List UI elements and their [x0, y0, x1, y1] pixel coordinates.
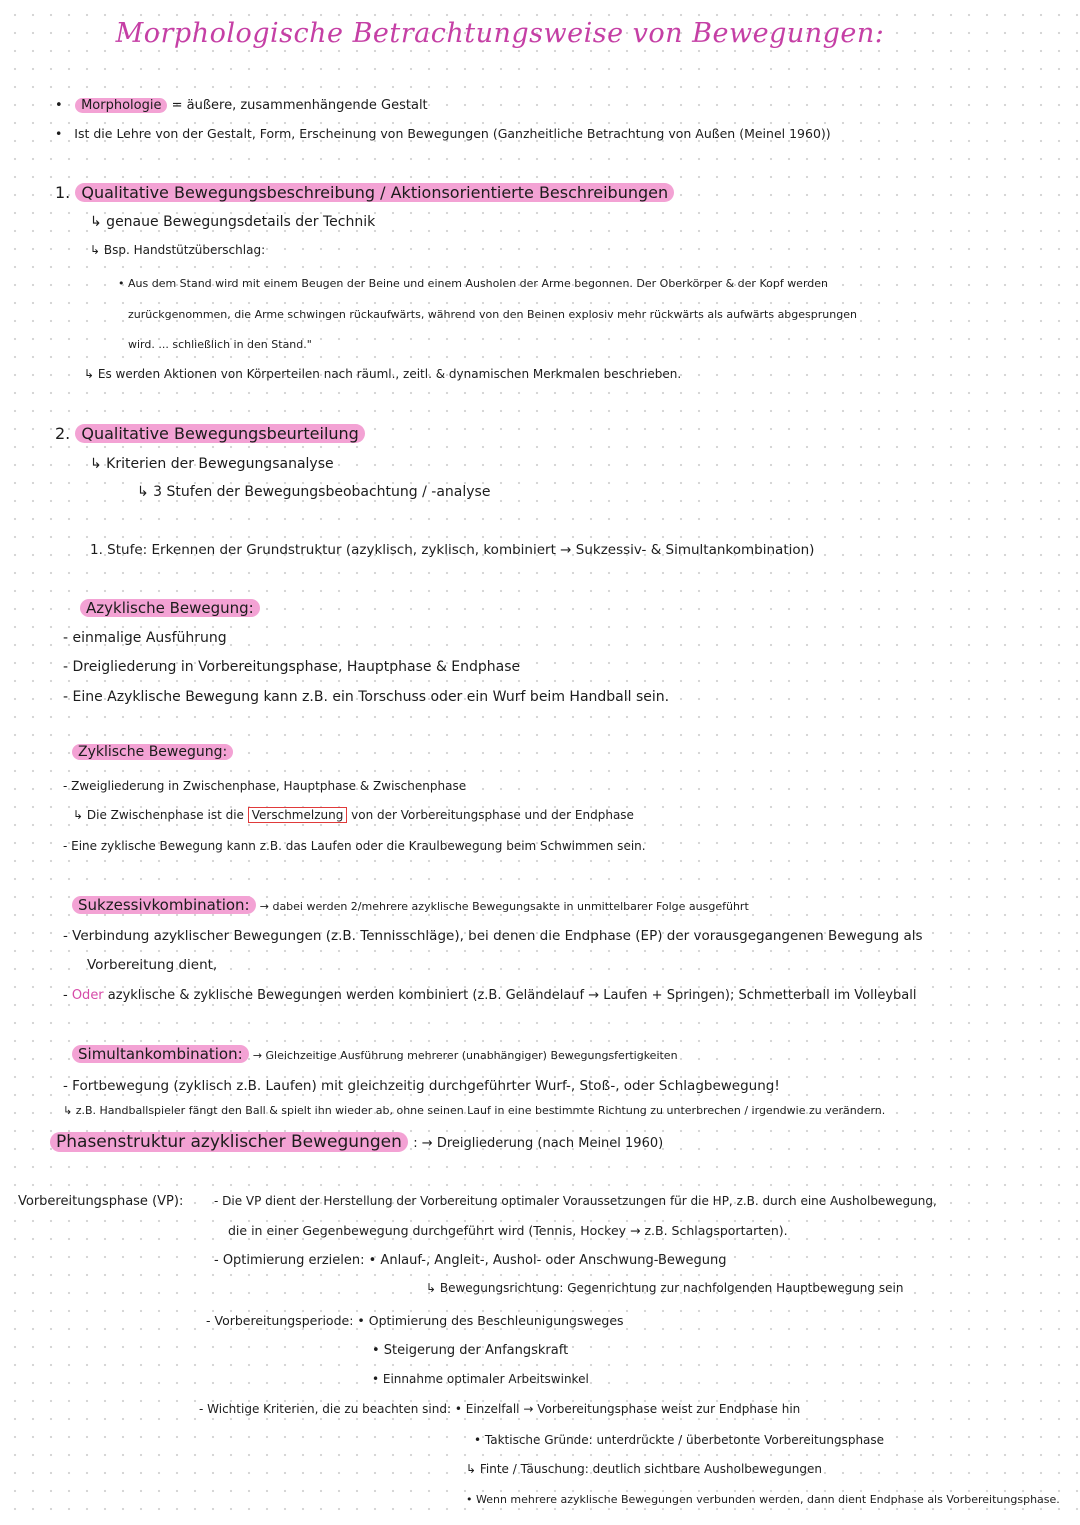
- zyklisch-heading: Zyklische Bewegung:: [72, 744, 233, 762]
- stufe-1: 1. Stufe: Erkennen der Grundstruktur (azyklisch, zyklisch, kombiniert → Sukzessiv- & Simultankombination): [90, 542, 815, 558]
- section-2-heading: 2. Qualitative Bewegungsbeurteilung: [55, 424, 365, 444]
- sukzessiv-point-2: - Oder azyklische & zyklische Bewegungen werden kombiniert (z.B. Geländelauf → Laufen + Springen); Schmetterball im Volleyball: [63, 988, 917, 1003]
- term-morphologie: Morphologie: [75, 98, 167, 113]
- sukzessiv-heading: Sukzessivkombination: → dabei werden 2/mehrere azyklische Bewegungsakte in unmittelbarer Folge ausgeführt: [72, 896, 749, 915]
- vp-line-9: • Taktische Gründe: unterdrückte / überbetonte Vorbereitungsphase: [474, 1433, 885, 1447]
- oder-word: Oder: [71, 988, 104, 1003]
- s1-detail: ↳ genaue Bewegungsdetails der Technik: [90, 214, 376, 230]
- s1-quote-line-3: wird. ... schließlich in den Stand.": [128, 338, 312, 351]
- vp-line-7: • Einnahme optimaler Arbeitswinkel: [372, 1372, 589, 1386]
- s1-quote-line-1: • Aus dem Stand wird mit einem Beugen der Beine und einem Ausholen der Arme begonnen. Der Oberkörper & der Kopf werden: [118, 277, 829, 290]
- zyklisch-point-2: ↳ Die Zwischenphase ist die Verschmelzung von der Vorbereitungsphase und der Endphase: [73, 808, 634, 822]
- verschmelzung-box: Verschmelzung: [248, 807, 348, 823]
- azyklisch-point-2: - Dreigliederung in Vorbereitungsphase, Hauptphase & Endphase: [63, 659, 521, 675]
- intro-definition: = äußere, zusammenhängende Gestalt: [171, 98, 428, 113]
- page-title: Morphologische Betrachtungsweise von Bewegungen:: [115, 18, 885, 49]
- vp-line-10: ↳ Finte / Täuschung: deutlich sichtbare Ausholbewegungen: [466, 1462, 822, 1476]
- s2-stages: ↳ 3 Stufen der Bewegungsbeobachtung / -analyse: [137, 484, 491, 500]
- phasen-heading: Phasenstruktur azyklischer Bewegungen : → Dreigliederung (nach Meinel 1960): [50, 1132, 663, 1153]
- azyklisch-point-1: - einmalige Ausführung: [63, 630, 227, 646]
- zyklisch-point-1: - Zweigliederung in Zwischenphase, Hauptphase & Zwischenphase: [63, 779, 467, 793]
- vp-line-11: • Wenn mehrere azyklische Bewegungen verbunden werden, dann dient Endphase als Vorbereitungsphase.: [466, 1493, 1060, 1506]
- vp-line-2: die in einer Gegenbewegung durchgeführt wird (Tennis, Hockey → z.B. Schlagsportarten).: [228, 1223, 788, 1238]
- vp-label: Vorbereitungsphase (VP):: [18, 1194, 184, 1209]
- vp-line-1: - Die VP dient der Herstellung der Vorbereitung optimaler Voraussetzungen für die HP, z.B. durch eine Ausholbewegung,: [214, 1194, 937, 1208]
- s1-quote-line-2: zurückgenommen, die Arme schwingen rückaufwärts, während von den Beinen explosiv mehr rückwärts als aufwärts abgesprungen: [128, 308, 857, 321]
- section-1-heading: 1. Qualitative Bewegungsbeschreibung / Aktionsorientierte Beschreibungen: [55, 183, 674, 203]
- vp-line-6: • Steigerung der Anfangskraft: [372, 1343, 569, 1358]
- s1-example: ↳ Bsp. Handstützüberschlag:: [90, 243, 266, 257]
- vp-line-4: ↳ Bewegungsrichtung: Gegenrichtung zur nachfolgenden Hauptbewegung sein: [426, 1281, 904, 1295]
- intro-line-morphologie: • Morphologie = äußere, zusammenhängende Gestalt: [55, 98, 428, 113]
- vp-line-3: - Optimierung erzielen: • Anlauf-, Angleit-, Aushol- oder Anschwung-Bewegung: [214, 1253, 727, 1268]
- simultan-heading: Simultankombination: → Gleichzeitige Ausführung mehrerer (unabhängiger) Bewegungsfertigkeiten: [72, 1045, 678, 1064]
- s1-summary: ↳ Es werden Aktionen von Körperteilen nach räuml., zeitl. & dynamischen Merkmalen beschrieben.: [84, 367, 682, 381]
- simultan-point-1: - Fortbewegung (zyklisch z.B. Laufen) mit gleichzeitig durchgeführter Wurf-, Stoß-, oder Schlagbewegung!: [63, 1078, 780, 1094]
- vp-line-5: - Vorbereitungsperiode: • Optimierung des Beschleunigungsweges: [206, 1313, 624, 1328]
- sukzessiv-point-1-cont: Vorbereitung dient,: [87, 957, 218, 973]
- zyklisch-point-3: - Eine zyklische Bewegung kann z.B. das Laufen oder die Kraulbewegung beim Schwimmen sein.: [63, 839, 646, 853]
- intro-line-lehre: • Ist die Lehre von der Gestalt, Form, Erscheinung von Bewegungen (Ganzheitliche Betrachtung von Außen (Meinel 1960)): [55, 126, 831, 141]
- azyklisch-point-3: - Eine Azyklische Bewegung kann z.B. ein Torschuss oder ein Wurf beim Handball sein.: [63, 689, 670, 705]
- sukzessiv-point-1: - Verbindung azyklischer Bewegungen (z.B. Tennisschläge), bei denen die Endphase (EP) der vorausgegangenen Bewegung als: [63, 928, 923, 944]
- s2-criteria: ↳ Kriterien der Bewegungsanalyse: [90, 456, 334, 472]
- vp-line-8: - Wichtige Kriterien, die zu beachten sind: • Einzelfall → Vorbereitungsphase weist zur Endphase hin: [199, 1402, 801, 1416]
- azyklisch-heading: Azyklische Bewegung:: [80, 599, 260, 618]
- simultan-point-2: ↳ z.B. Handballspieler fängt den Ball & spielt ihn wieder ab, ohne seinen Lauf in eine bestimmte Richtung zu unterbrechen / irgendwie zu verändern.: [63, 1104, 886, 1117]
